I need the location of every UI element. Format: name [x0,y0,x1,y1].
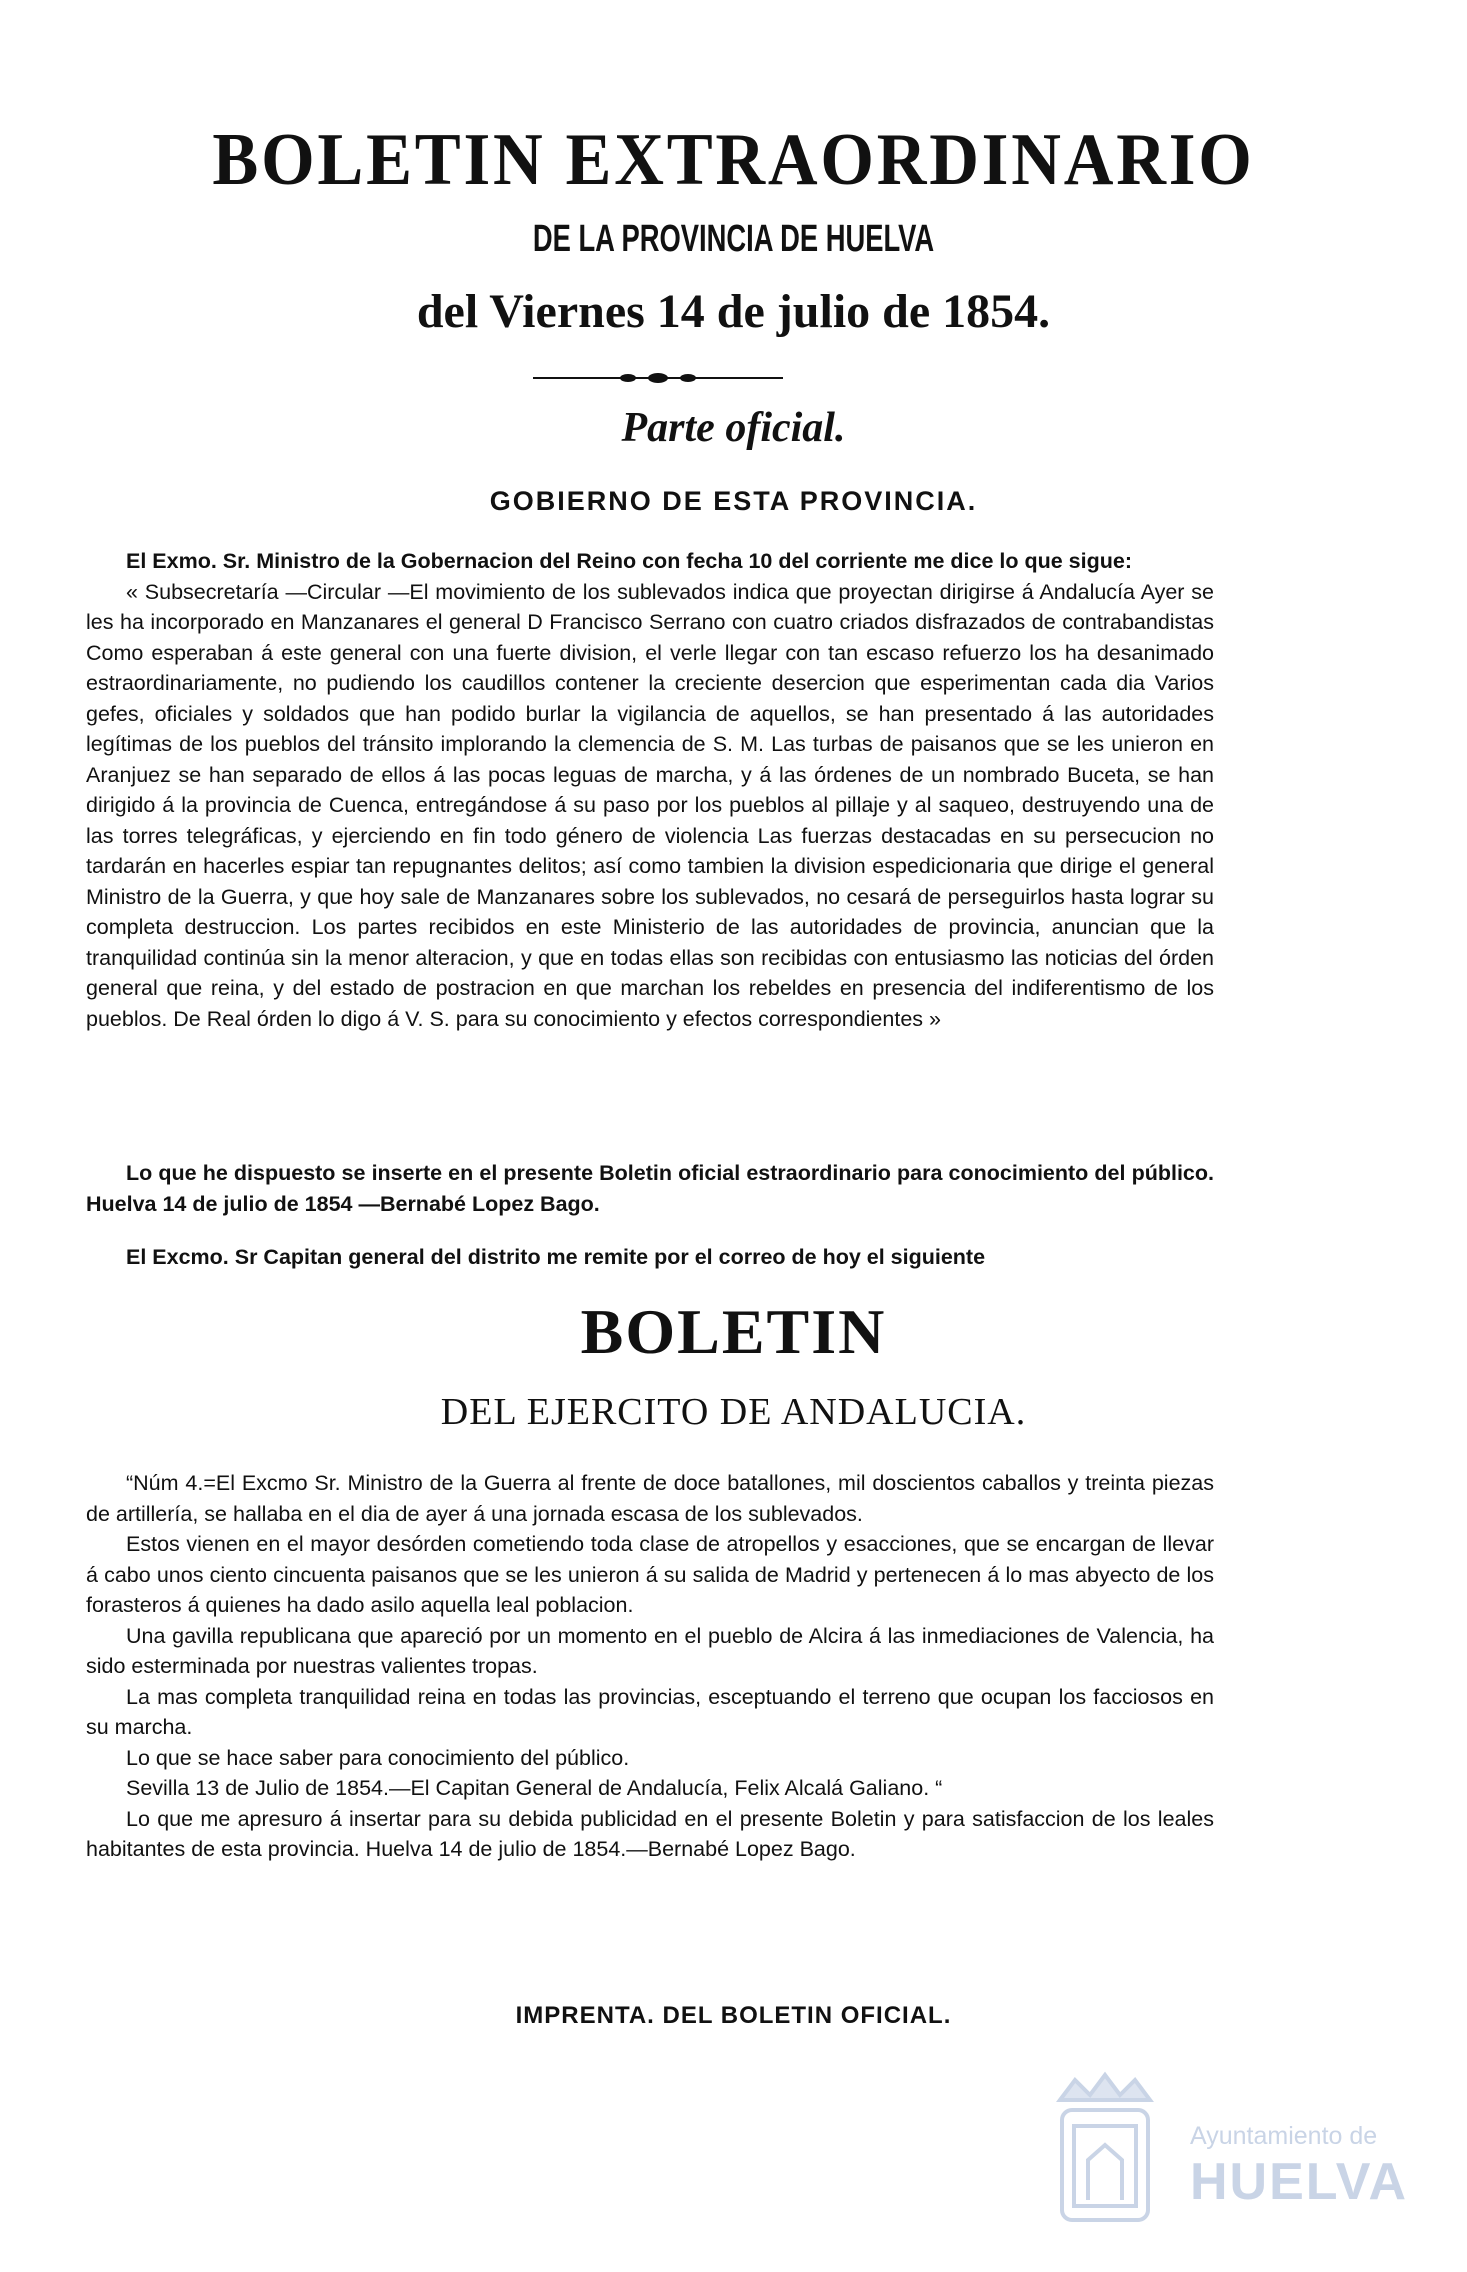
section-heading: Parte oficial. [621,405,846,451]
paragraph: « Subsecretaría —Circular —El movimiento de los sublevados indica que proyectan dirigirse á Andalucía Ayer se les ha incorporado en Manzanares el general D Francisco Serrano con cuatro criados disfrazados de contrabandistas Como esperaban á este general con una fuerte division, el verle llegar con tan escaso refuerzo los ha desanimado estraordinariamente, no pudiendo los caudillos contener la creciente desercion que esperimentan cada dia Varios gefes, oficiales y soldados que han podido burlar la vigilancia de aquellos, se han presentado á las autoridades legítimas de los pueblos del tránsito implorando la clemencia de S. M. Las turbas de paisanos que se les unieron en Aranjuez se han separado de ellos á las pocas leguas de marcha, y á las órdenes de un nombrado Buceta, se han dirigido á la provincia de Cuenca, entregándose á su paso por los pueblos al pillaje y al saqueo, destruyendo una de las torres telegráficas, y ejerciendo en fin todo género de violencia Las fuerzas destacadas en su persecucion no tardarán en hacerles espiar tan repugnantes delitos; así como tambien la division espedicionaria que dirige el general Ministro de la Guerra, y que hoy sale de Manzanares sobre los sublevados, no cesará de perseguirlos hasta lograr su completa destruccion. Los partes recibidos en este Ministerio de las autoridades de provincia, anuncian que la tranquilidad continúa sin la menor alteracion, y que en todas ellas son recibidas con entusiasmo las noticias del órden general que reina, y del estado de postracion en que marchan los rebeldes en presencia del indiferentismo de los pueblos. De Real órden lo digo á V. S. para su conocimiento y efectos correspondientes » [86,579,1214,1031]
circular-text [86,546,1214,1034]
paragraph: “Núm 4.=El Excmo Sr. Ministro de la Guerra al frente de doce batallones, mil doscientos caballos y treinta piezas de artillería, se hallaba en el dia de ayer á una jornada escasa de los sublevados. [86,1471,1214,1526]
paragraph: Sevilla 13 de Julio de 1854.—El Capitan General de Andalucía, Felix Alcalá Galiano. “ [126,1776,943,1800]
captain-general-intro [86,1242,1214,1273]
crest-icon [1050,2060,1160,2260]
paragraph: Lo que me apresuro á insertar para su debida publicidad en el presente Boletin y para satisfaccion de los leales habitantes de esta provincia. Huelva 14 de julio de 1854.—Bernabé Lopez Bago. [86,1806,1214,1861]
page-title: BOLETIN EXTRAORDINARIO [212,119,1255,201]
section-subheading: GOBIERNO DE ESTA PROVINCIA. [489,486,978,516]
paragraph: Lo que se hace saber para conocimiento del público. [126,1745,630,1770]
watermark-line1: Ayuntamiento de [1190,2122,1378,2150]
paragraph: El Excmo. Sr Capitan general del distrito me remite por el correo de hoy el siguiente [126,1245,986,1269]
paragraph: Una gavilla republicana que apareció por un momento en el pueblo de Alcira á las inmediaciones de Valencia, ha sido esterminada por nuestras valientes tropas. [86,1623,1214,1678]
paragraph: Lo que he dispuesto se inserte en el presente Boletin oficial estraordinario para conocimiento del público. Huelva 14 de julio de 1854 —Bernabé Lopez Bago. [86,1161,1214,1216]
page-subtitle: DE LA PROVINCIA DE HUELVA [532,218,935,260]
paragraph: La mas completa tranquilidad reina en todas las provincias, esceptuando el terreno que ocupan los facciosos en su marcha. [86,1684,1214,1739]
paragraph: Estos vienen en el mayor desórden cometiendo toda clase de atropellos y esacciones, que se encargan de llevar á cabo unos ciento cincuenta paisanos que se les unieron á su salida de Madrid y pertenecen á lo mas abyecto de los forasteros á quienes ha dado asilo aquella leal poblacion. [86,1532,1214,1617]
watermark-line2: HUELVA [1190,2153,1409,2211]
army-bulletin-text [86,1468,1214,1865]
governor-note [86,1158,1214,1219]
printer-colophon: IMPRENTA. DEL BOLETIN OFICIAL. [515,2002,952,2029]
watermark [1050,2060,1410,2260]
paragraph: El Exmo. Sr. Ministro de la Gobernacion del Reino con fecha 10 del corriente me dice lo que sigue: [126,549,1132,573]
boletin-heading: BOLETIN [580,1296,887,1367]
ornament-divider [533,372,783,384]
boletin-subheading: DEL EJERCITO DE ANDALUCIA. [440,1391,1027,1433]
issue-date: del Viernes 14 de julio de 1854. [416,285,1051,338]
